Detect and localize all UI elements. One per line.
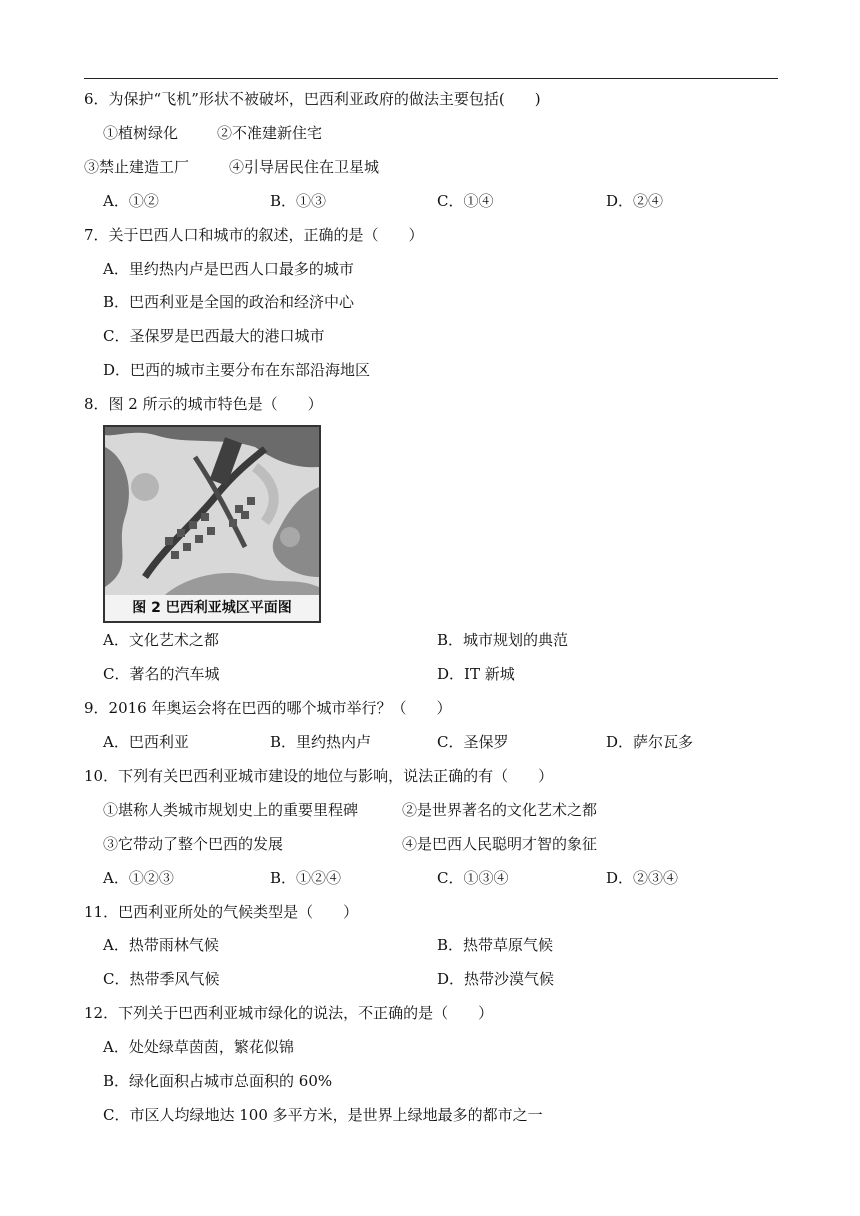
question-10-option-c[interactable]: C．①③④ (437, 869, 509, 887)
question-9-option-c[interactable]: C．圣保罗 (437, 733, 509, 751)
question-11-option-d[interactable]: D．热带沙漠气候 (437, 970, 555, 988)
question-8-option-b[interactable]: B．城市规划的典范 (437, 631, 569, 649)
brasilia-map-figure (103, 425, 321, 623)
question-10-item-4: ④是巴西人民聪明才智的象征 (402, 835, 598, 853)
question-7-option-d[interactable]: D．巴西的城市主要分布在东部沿海地区 (103, 361, 371, 379)
question-11-option-a[interactable]: A．热带雨林气候 (103, 936, 219, 954)
question-10-item-3: ③它带动了整个巴西的发展 (103, 835, 284, 853)
question-6-option-b[interactable]: B．①③ (270, 192, 327, 210)
question-6-item-4: ④引导居民住在卫星城 (229, 158, 380, 176)
question-6-option-c[interactable]: C．①④ (437, 192, 494, 210)
question-12-stem: 12．下列关于巴西利亚城市绿化的说法，不正确的是（ ） (84, 1004, 494, 1022)
question-8-option-d[interactable]: D．IT 新城 (437, 665, 515, 683)
question-6-option-a[interactable]: A．①② (103, 192, 159, 210)
question-7-option-c[interactable]: C．圣保罗是巴西最大的港口城市 (103, 327, 325, 345)
question-10-item-1: ①堪称人类城市规划史上的重要里程碑 (103, 801, 359, 819)
question-10-item-2: ②是世界著名的文化艺术之都 (402, 801, 598, 819)
brasilia-map-image (105, 427, 319, 595)
question-8-option-c[interactable]: C．著名的汽车城 (103, 665, 220, 683)
question-11-stem: 11．巴西利亚所处的气候类型是（ ） (84, 903, 359, 921)
question-6-item-2: ②不准建新住宅 (217, 124, 323, 142)
figure-caption: 图 2 巴西利亚城区平面图 (105, 595, 319, 621)
question-12-option-c[interactable]: C．市区人均绿地达 100 多平方米，是世界上绿地最多的都市之一 (103, 1106, 543, 1124)
question-6-option-d[interactable]: D．②④ (606, 192, 664, 210)
question-10-stem: 10．下列有关巴西利亚城市建设的地位与影响，说法正确的有（ ） (84, 767, 554, 785)
header-rule (84, 78, 778, 79)
question-10-option-a[interactable]: A．①②③ (103, 869, 174, 887)
question-9-option-d[interactable]: D．萨尔瓦多 (606, 733, 694, 751)
question-6-item-1: ①植树绿化 (103, 124, 179, 142)
question-8-option-a[interactable]: A．文化艺术之都 (103, 631, 219, 649)
question-11-option-c[interactable]: C．热带季风气候 (103, 970, 220, 988)
question-7-option-b[interactable]: B．巴西利亚是全国的政治和经济中心 (103, 293, 355, 311)
question-12-option-b[interactable]: B．绿化面积占城市总面积的 60% (103, 1072, 333, 1090)
question-7-stem: 7．关于巴西人口和城市的叙述，正确的是（ ） (84, 226, 424, 244)
question-9-option-b[interactable]: B．里约热内卢 (270, 733, 372, 751)
question-9-stem: 9．2016 年奥运会将在巴西的哪个城市举行？（ ） (84, 699, 452, 717)
question-9-option-a[interactable]: A．巴西利亚 (103, 733, 189, 751)
question-10-option-d[interactable]: D．②③④ (606, 869, 679, 887)
question-6-stem: 6．为保护“飞机”形状不被破坏，巴西利亚政府的做法主要包括( ) (84, 90, 541, 108)
question-8-stem: 8．图 2 所示的城市特色是（ ） (84, 395, 323, 413)
question-11-option-b[interactable]: B．热带草原气候 (437, 936, 554, 954)
question-12-option-a[interactable]: A．处处绿草茵茵，繁花似锦 (103, 1038, 294, 1056)
question-10-option-b[interactable]: B．①②④ (270, 869, 342, 887)
question-7-option-a[interactable]: A．里约热内卢是巴西人口最多的城市 (103, 260, 354, 278)
question-6-item-3: ③禁止建造工厂 (84, 158, 190, 176)
